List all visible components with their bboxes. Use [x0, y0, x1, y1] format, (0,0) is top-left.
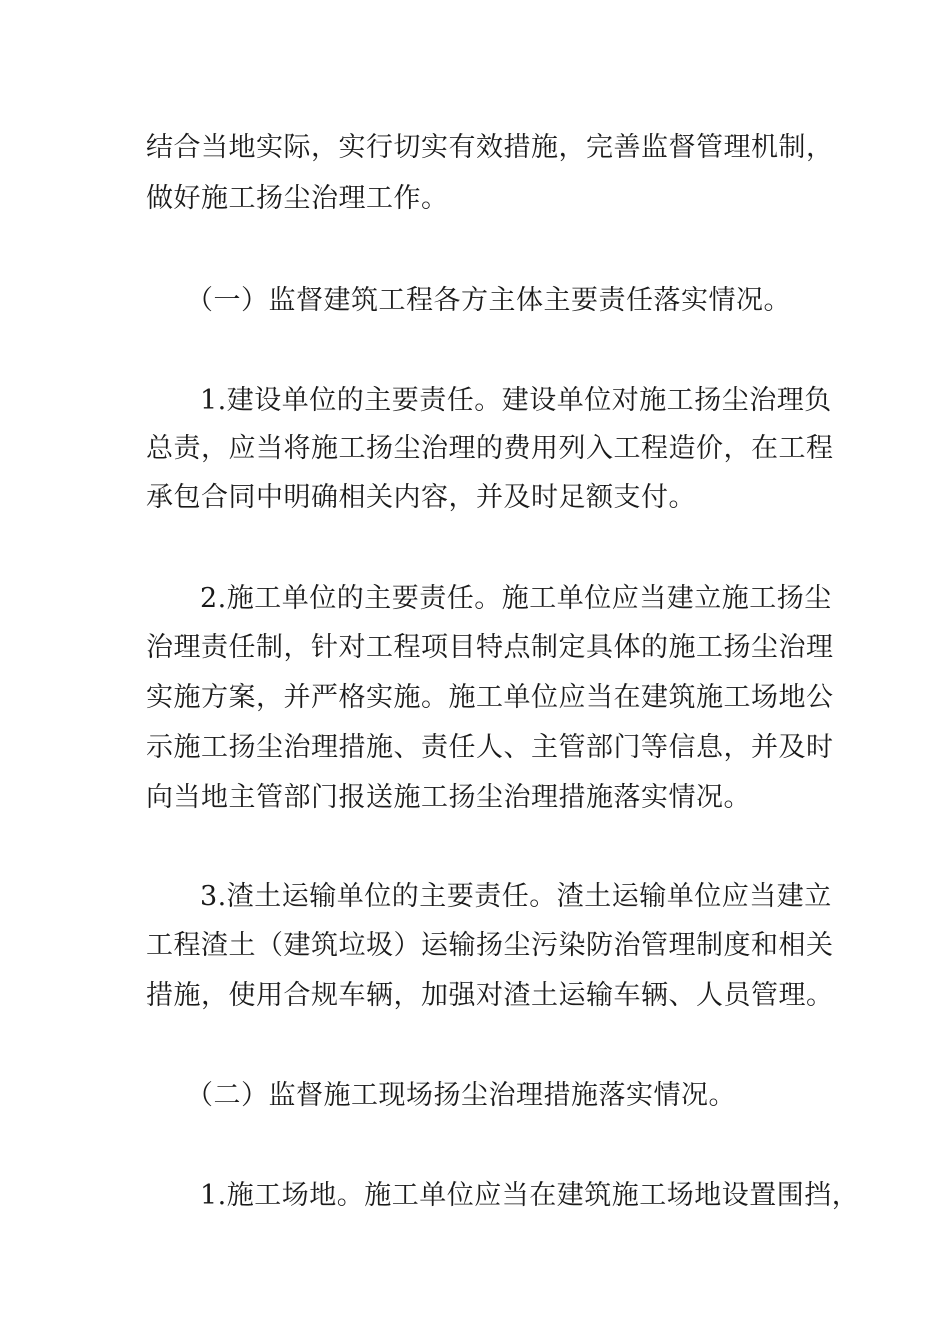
paragraph-3-line-2: 总责，应当将施工扬尘治理的费用列入工程造价，在工程: [146, 433, 834, 464]
paragraph-3-line-3: 承包合同中明确相关内容，并及时足额支付。: [146, 482, 696, 513]
paragraph-3-line-1: 1.建设单位的主要责任。建设单位对施工扬尘治理负: [200, 385, 832, 416]
paragraph-4-line-1: 2.施工单位的主要责任。施工单位应当建立施工扬尘: [200, 583, 832, 614]
paragraph-5-line-1: 3.渣土运输单位的主要责任。渣土运输单位应当建立: [200, 881, 832, 912]
section-heading-1: （一）监督建筑工程各方主体主要责任落实情况。: [186, 285, 791, 316]
paragraph-1-line-2: 做好施工扬尘治理工作。: [146, 183, 449, 214]
paragraph-7-line-1: 1.施工场地。施工单位应当在建筑施工场地设置围挡，: [200, 1180, 860, 1211]
paragraph-4-line-4: 示施工扬尘治理措施、责任人、主管部门等信息，并及时: [146, 732, 834, 763]
paragraph-4-line-3: 实施方案，并严格实施。施工单位应当在建筑施工场地公: [146, 682, 834, 713]
paragraph-4-line-2: 治理责任制，针对工程项目特点制定具体的施工扬尘治理: [146, 632, 834, 663]
paragraph-5-line-3: 措施，使用合规车辆，加强对渣土运输车辆、人员管理。: [146, 980, 834, 1011]
section-heading-2: （二）监督施工现场扬尘治理措施落实情况。: [186, 1080, 736, 1111]
paragraph-1-line-1: 结合当地实际，实行切实有效措施，完善监督管理机制，: [146, 132, 834, 163]
paragraph-4-line-5: 向当地主管部门报送施工扬尘治理措施落实情况。: [146, 782, 751, 813]
paragraph-5-line-2: 工程渣土（建筑垃圾）运输扬尘污染防治管理制度和相关: [146, 930, 834, 961]
